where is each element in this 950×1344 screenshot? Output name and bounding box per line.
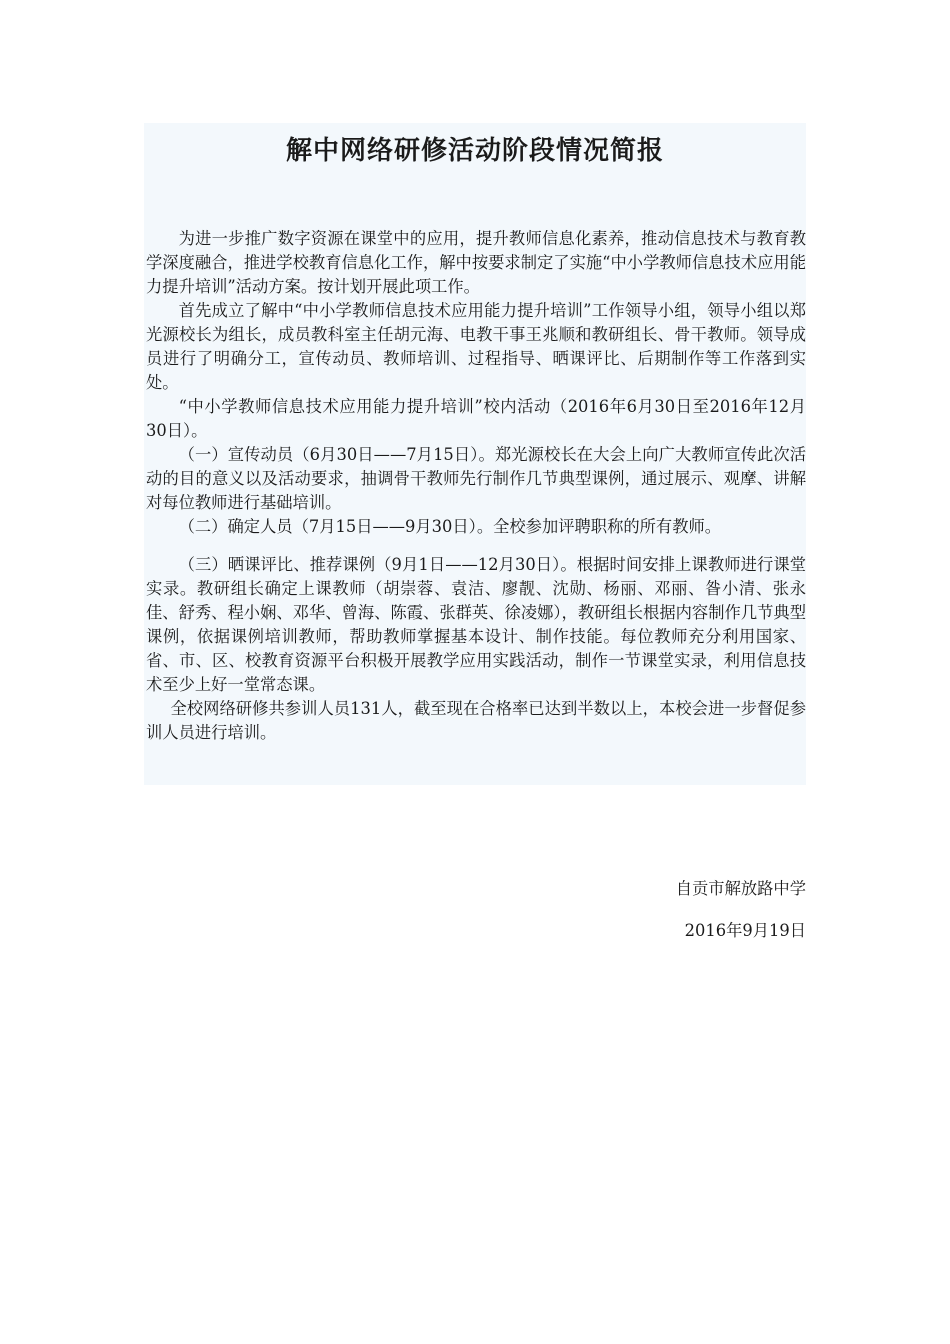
paragraph-activity-period: “中小学教师信息技术应用能力提升培训”校内活动（2016年6月30日至2016年12月30日）。 xyxy=(146,397,807,440)
paragraph-stage-two: （二）确定人员（7月15日——9月30日）。全校参加评聘职称的所有教师。 xyxy=(178,517,722,536)
signature-date: 2016年9月19日 xyxy=(684,921,806,940)
document-body xyxy=(146,227,806,745)
signature-school: 自贡市解放路中学 xyxy=(675,879,806,898)
paragraph-intro: 为进一步推广数字资源在课堂中的应用，提升教师信息化素养，推动信息技术与教育教学深度融合，推进学校教育信息化工作，解中按要求制定了实施“中小学教师信息技术应用能力提升培训”活动方案。按计划开展此项工作。 xyxy=(146,229,806,296)
paragraph-summary: 全校网络研修共参训人员131人，截至现在合格率已达到半数以上，本校会进一步督促参训人员进行培训。 xyxy=(146,699,806,742)
paragraph-stage-one: （一）宣传动员（6月30日——7月15日）。郑光源校长在大会上向广大教师宣传此次活动的目的意义以及活动要求，抽调骨干教师先行制作几节典型课例，通过展示、观摩、讲解对每位教师进行基础培训。 xyxy=(146,445,806,512)
paragraph-leadership: 首先成立了解中“中小学教师信息技术应用能力提升培训”工作领导小组，领导小组以郑光源校长为组长，成员教科室主任胡元海、电教干事王兆顺和教研组长、骨干教师。领导成员进行了明确分工，宣传动员、教师培训、过程指导、晒课评比、后期制作等工作落到实处。 xyxy=(146,301,806,392)
paragraph-stage-three: （三）晒课评比、推荐课例（9月1日——12月30日）。根据时间安排上课教师进行课堂实录。教研组长确定上课教师（胡崇蓉、袁洁、廖靓、沈勋、杨丽、邓丽、昝小清、张永佳、舒秀、程小娴、邓华、曾海、陈霞、张群英、徐凌娜），教研组长根据内容制作几节典型课例，依据课例培训教师，帮助教师掌握基本设计、制作技能。每位教师充分利用国家、省、市、区、校教育资源平台积极开展教学应用实践活动，制作一节课堂实录，利用信息技术至少上好一堂常态课。 xyxy=(146,555,806,694)
document-title: 解中网络研修活动阶段情况简报 xyxy=(285,136,664,166)
